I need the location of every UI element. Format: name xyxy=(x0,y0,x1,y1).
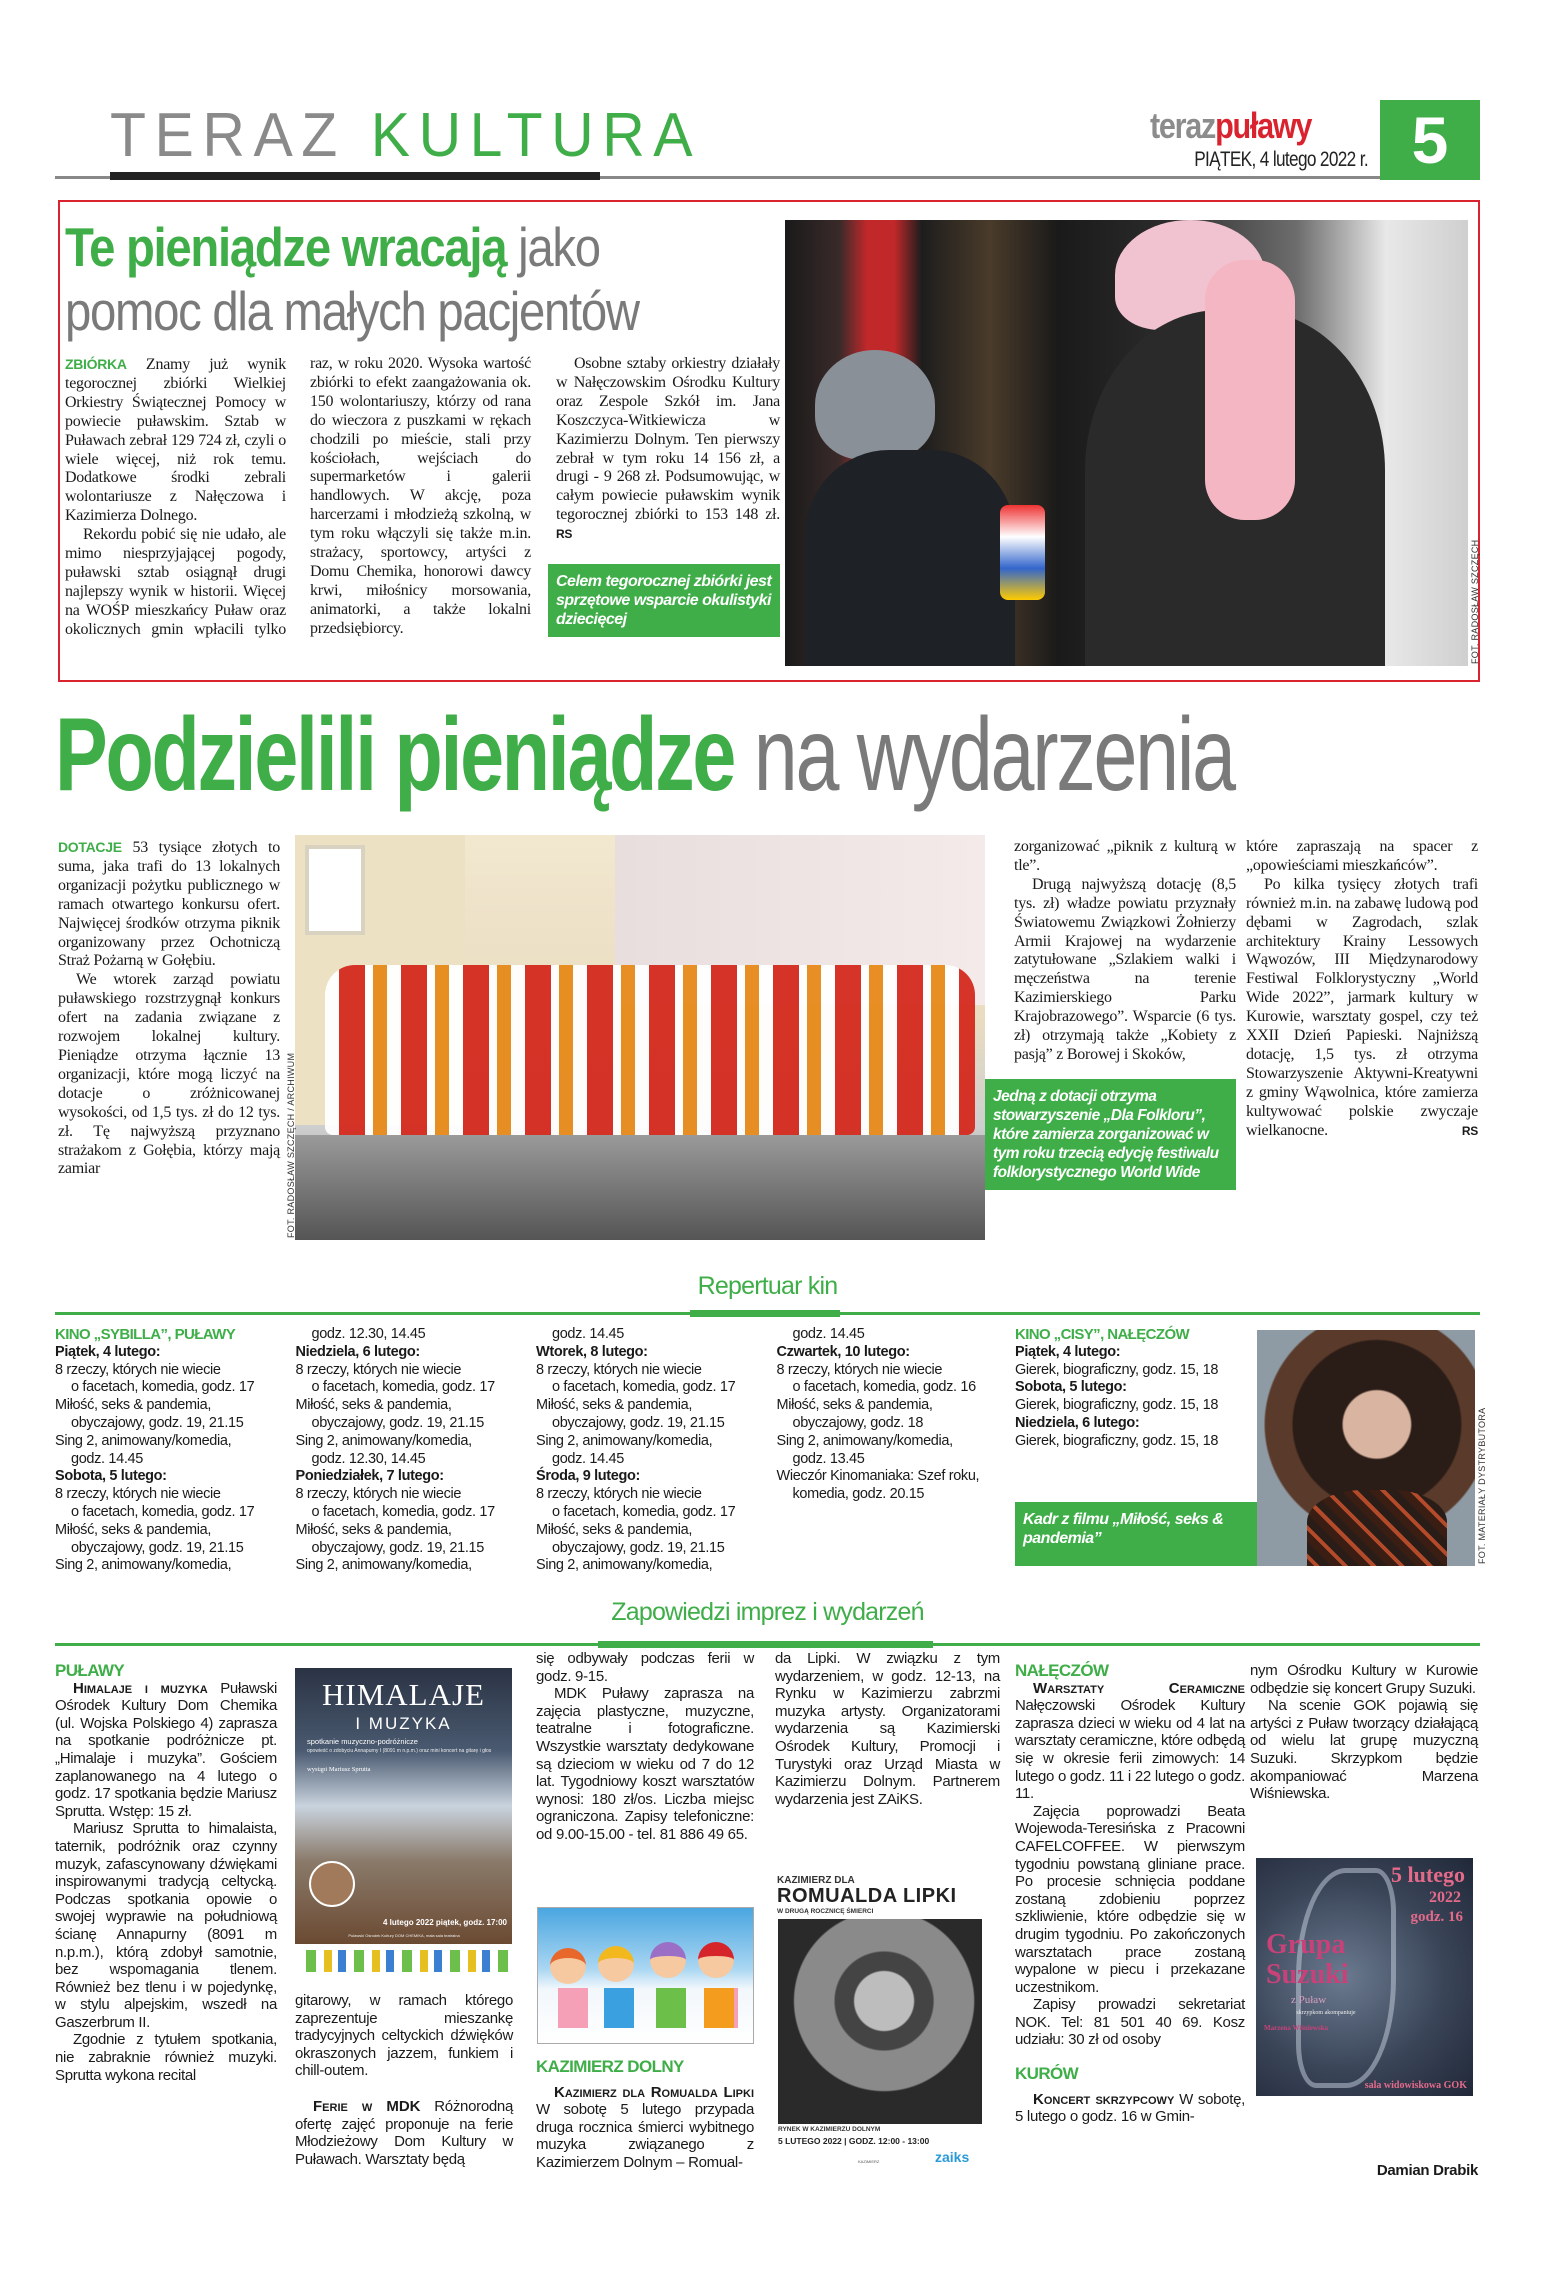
stage-floor xyxy=(295,1135,985,1240)
poster-accompaniment: skrzypkom akompaniuje xyxy=(1296,2010,1356,2016)
collection-box xyxy=(1000,505,1045,600)
paragraph: Zgodnie z tytułem spotkania, nie zabraknie również muzyki. Sprutta wykona recital xyxy=(55,2031,277,2084)
paragraph: Drugą najwyższą dotację (8,5 tys. zł) władze powiatu przyznały Światowemu Związkowi Żołnierzy Armii Krajowej na wydarzenie zatytułowane „Szlakiem walki i męczeństwa na terenie Kazimierskiego Parku Krajobrazowego”. Wsparcie (6 tys. zł) otrzymają także „Kobiety z pasją” z Borowej i Skoków, xyxy=(1014,875,1236,1063)
film-details: o facetach, komedia, godz. 17 xyxy=(71,1503,255,1520)
events-column-1 xyxy=(55,1662,277,2084)
poster-grupa-suzuki xyxy=(1256,1858,1473,2096)
paragraph-text: Po kilka tysięcy złotych trafi również m.in. na zabawę ludową pod dębami w Zagrodach, szlak architektury Krainy Lessowych Wąwozów, III Międzynarodowy Festiwal Folklorystyczny „World Wide 2022”, jarmark kultury w Kurowie, warsztaty gospel, czy też XXII Dzień Papieski. Najniższą dotację, 1,5 tys. zł otrzyma Stowarzyszenie Aktywni-Kreatywni z gminy Wąwolnica, które zamierza kultywować polskie zwyczaje wielkanocne. xyxy=(1246,875,1478,1139)
paragraph: nym Ośrodku Kultury w Kurowie odbędzie się koncert Grupy Suzuki. xyxy=(1250,1662,1478,1697)
film-details: o facetach, komedia, godz. 17 xyxy=(552,1503,736,1520)
poster-line: W DRUGĄ ROCZNICĘ ŚMIERCI xyxy=(777,1908,874,1915)
paragraph xyxy=(58,838,280,971)
film-title: 8 rzeczy, których nie wiecie xyxy=(536,1486,702,1503)
cinema-photo-caption: Kadr z filmu „Miłość, seks & pandemia” xyxy=(1015,1502,1257,1566)
film-title: Miłość, seks & pandemia, xyxy=(536,1397,692,1414)
listing-day: Wtorek, 8 lutego: xyxy=(536,1343,648,1360)
section-accent-bar xyxy=(598,1641,933,1648)
paragraph: się odbywały podczas ferii w godz. 9-15. xyxy=(536,1650,754,1685)
event-title: Koncert skrzypcowy xyxy=(1033,2090,1175,2108)
film-title: Wieczór Kinomaniaka: Szef roku, xyxy=(776,1468,980,1485)
cinema-section-heading: Repertuar kin xyxy=(697,1272,838,1300)
listing-day: Niedziela, 6 lutego: xyxy=(295,1343,420,1360)
film-title: Gierek, biograficzny, godz. 15, 18 xyxy=(1015,1361,1219,1378)
event-title: Warsztaty Ceramiczne xyxy=(1033,1679,1245,1697)
paragraph: gitarowy, w ramach którego zaprezentuje mieszankę tradycyjnych celtyckich dźwięków okraszonych jazzem, funkiem i chill-outem. xyxy=(295,1992,513,2080)
town-heading: NAŁĘCZÓW xyxy=(1015,1661,1109,1680)
performer-portrait xyxy=(309,1861,355,1907)
film-details: godz. 12.30, 14.45 xyxy=(311,1326,426,1342)
listing-day: Sobota, 5 lutego: xyxy=(55,1468,167,1485)
paragraph-text: Różnorodną ofertę zajęć proponuje na ferie Młodzieżowy Dom Kultury w Puławach. Warsztaty będą xyxy=(295,2097,513,2168)
kids-bodies xyxy=(558,1988,738,2028)
paragraph-text: W sobotę 5 lutego przypada druga rocznica śmierci wybitnego muzyka związanego z Kazimierzem Dolnym – Romual- xyxy=(536,2101,754,2171)
town-heading: KAZIMIERZ DOLNY xyxy=(536,2057,684,2076)
poster-description: opowieść o zdobyciu Annapurny I (8091 m n.p.m.) oraz mini koncert na gitarę i głos xyxy=(307,1748,492,1754)
poster-origin: z Puław xyxy=(1291,1994,1327,2006)
poster-title: HIMALAJE xyxy=(322,1677,485,1712)
film-details: obyczajowy, godz. 19, 21.15 xyxy=(71,1539,244,1556)
paragraph xyxy=(55,1680,277,1821)
kicker: DOTACJE xyxy=(58,839,122,855)
film-title: Sing 2, animowany/komedia, xyxy=(776,1432,953,1449)
paragraph: które zapraszają na spacer z „opowieściami mieszkańców”. xyxy=(1246,838,1478,874)
paragraph: Na scenie GOK pojawią się artyści z Puław tworzący działającą od wielu lat grupę muzyczną Suzuki. Skrzypkom będzie akompaniować Marzena Wiśniewska. xyxy=(1250,1697,1478,1803)
article1-body xyxy=(65,355,531,640)
film-details: godz. 12.30, 14.45 xyxy=(311,1450,426,1467)
film-title: Miłość, seks & pandemia, xyxy=(776,1397,933,1414)
poster-place: RYNEK W KAZIMIERZU DOLNYM xyxy=(778,2126,881,2133)
poster-romualda-lipki xyxy=(775,1875,1000,2173)
article1-photo xyxy=(785,220,1468,666)
section-word-2: KULTURA xyxy=(370,101,702,170)
poster-subtitle: I MUZYKA xyxy=(355,1714,452,1733)
dancers-costumes xyxy=(325,965,975,1135)
paragraph: Rekordu pobić się nie udało, ale mimo niesprzyjającej pogody, puławski sztab osiągnął drugi najlepszy wynik w historii. Więcej na WOŚP mieszkańcy Puław oraz okolicznych gmin wpłacili tylko raz, w roku 2020. Wysoka wartość zbiórki to efekt zaangażowania ok. 150 wolontariuszy, którzy od rana do wieczora z puszkami w rękach chodzili po mieście, stali przy kościołach, wejściach do supermarketów i galerii handlowych. W akcję, poza harcerzami i młodzieżą szkolną, w tym roku włączyli się także m.in. strażacy, sportowcy, artyści z Domu Chemika, honorowi dawcy krwi, miłośnicy morsowania, animatorki, a także lokalni przedsiębiorcy. xyxy=(65,355,531,638)
poster-date: 4 lutego 2022 piątek, godz. 17:00 xyxy=(382,1918,507,1927)
paragraph xyxy=(1015,1680,1245,1803)
paragraph: We wtorek zarząd powiatu puławskiego rozstrzygnął konkurs ofert na zadania związane z rozwojem lokalnej kultury. Pieniądze otrzyma łącznie 13 organizacji, które mogą liczyć na dotacje o zróżnicowanej wysokości, od 1,5 tys. zł do 12 tys. zł. Tę najwyższą przyznano strażakom z Gołębia, którzy mają zamiar xyxy=(58,971,280,1178)
page-number: 5 xyxy=(1380,100,1480,180)
paragraph-text: 53 tysiące złotych to suma, jaka trafi do 13 lokalnych organizacji pożytku publicznego w ramach otwartego konkursu ofert. Najwięcej środków otrzyma piknik organizowany przez Ochotniczą Straż Pożarną w Gołębiu. xyxy=(58,839,281,970)
cinema-film-still xyxy=(1257,1330,1475,1566)
photo-credit: FOT. RADOSŁAW SZCZĘCH xyxy=(1470,539,1480,664)
logo-part-1: teraz xyxy=(1150,105,1216,146)
sponsor-logo: zaiks xyxy=(935,2149,970,2165)
film-title: Miłość, seks & pandemia, xyxy=(55,1397,211,1414)
poster-tagline: spotkanie muzyczno-podróżnicze xyxy=(307,1737,418,1746)
cinema-cisy-listing xyxy=(1015,1326,1255,1451)
kicker: ZBIÓRKA xyxy=(65,356,127,372)
events-column-3 xyxy=(536,1650,754,1844)
events-section-heading: Zapowiedzi imprez i wydarzeń xyxy=(611,1598,924,1626)
section-title xyxy=(110,100,701,171)
film-title: Miłość, seks & pandemia, xyxy=(295,1397,452,1414)
headline-rest: jako xyxy=(518,216,600,278)
paragraph xyxy=(536,2084,754,2172)
article2-column-2-text xyxy=(1008,838,1236,1065)
town-heading: KURÓW xyxy=(1015,2064,1079,2084)
issue-date: PIĄTEK, 4 lutego 2022 r. xyxy=(1194,148,1368,171)
poster-time: godz. 16 xyxy=(1410,1909,1463,1925)
paragraph-text: Puławski Ośrodek Kultury Dom Chemika (ul. Wojska Polskiego 4) zaprasza na spotkanie podróżnicze pt. „Himalaje i muzyka”. Gościem zaplanowanego na 4 lutego o godz. 17 spotkania będzie Mariusz Sprutta. Wstęp: 15 zł. xyxy=(55,1679,277,1820)
photo-credit: FOT. RADOSŁAW SZCZĘCH / ARCHIWUM xyxy=(286,1052,296,1238)
fur-collar-shape xyxy=(1205,260,1295,520)
poster-accompanist: Marzena Wiśniewska xyxy=(1264,2024,1329,2032)
film-details: o facetach, komedia, godz. 17 xyxy=(311,1503,495,1520)
logo-part-2: puławy xyxy=(1215,105,1312,146)
poster-line: KAZIMIERZ DLA xyxy=(777,1875,855,1886)
film-details: komedia, godz. 20.15 xyxy=(792,1486,925,1503)
paragraph: da Lipki. W związku z tym wydarzeniem, w godz. 12-13, na Rynku w Kazimierzu zabrzmi muzyka artysty. Organizatorami wydarzenia są Kazimierski Ośrodek Kultury, Promocji i Turystyki oraz Urząd Miasta w Kazimierzu Dolnym. Partnerem wydarzenia jest ZAiKS. xyxy=(775,1650,1000,1808)
events-column-5 xyxy=(1015,1662,1245,2126)
poster-title: Grupa xyxy=(1266,1929,1346,1960)
headline-rest: na wydarzenia xyxy=(753,697,1234,813)
film-details: o facetach, komedia, godz. 17 xyxy=(311,1379,495,1396)
paragraph xyxy=(295,2098,513,2168)
sponsor-logos xyxy=(298,1950,510,1972)
film-details: godz. 13.45 xyxy=(792,1450,865,1467)
paragraph-text: Osobne sztaby orkiestry działały w Nałęczowskim Ośrodku Kultury oraz Zespole Szkół im. Jana Koszczyca-Witkiewicza w Kazimierzu Dolnym. Ten pierwszy zebrał w tym roku 14 156 zł, a drugi - 9 268 zł. Podsumowując, w całym powiecie puławskim wynik tegorocznej zbiórki to 153 148 zł. xyxy=(556,355,780,524)
article2-headline xyxy=(55,697,1234,813)
film-details: godz. 14.45 xyxy=(552,1326,624,1342)
town-logo: KAZIMIERZ xyxy=(858,2159,880,2164)
film-title: Sing 2, animowany/komedia, xyxy=(55,1557,232,1574)
poster-date: 5 LUTEGO 2022 | GODZ. 12:00 - 13:00 xyxy=(778,2136,930,2146)
film-title: Miłość, seks & pandemia, xyxy=(536,1521,692,1538)
events-column-2 xyxy=(295,1992,513,2168)
events-column-6-text xyxy=(1250,1662,1478,1803)
film-title: 8 rzeczy, których nie wiecie xyxy=(295,1361,462,1378)
film-title: Miłość, seks & pandemia, xyxy=(55,1521,211,1538)
paragraph: Zajęcia poprowadzi Beata Wojewoda-Teresińska z Pracowni CAFELCOFFEE. W pierwszym tygodniu powstaną gliniane prace. Po procesie schnięcia poddane zostaną zdobieniu poprzez szkliwienie, które odbędzie się w drugim tygodniu. Po zakończonych warsztatach prace zostaną wypalone w piecu i przekazane uczestnikom. xyxy=(1015,1802,1245,1996)
film-details: obyczajowy, godz. 19, 21.15 xyxy=(552,1539,725,1556)
event-title: Kazimierz dla Romualda Lipki xyxy=(554,2083,754,2101)
headline-bold: Podzielili pieniądze xyxy=(55,697,735,813)
article2-column-1 xyxy=(58,838,280,1179)
section-word-1: TERAZ xyxy=(110,101,346,170)
article2-photo xyxy=(295,835,985,1240)
paragraph: Mariusz Sprutta to himalaista, taternik, podróżnik oraz czynny muzyk, zafascynowany dźwiękami inspirowanymi tradycją celtycką. Podczas spotkania opowie o swojej wyprawie na południową ścianę Annapurny (8091 m n.p.m.), którą zdobył samotnie, bez wspomagania tlenem. Również bez tlenu i w pojedynkę, w stylu alpejskim, wszedł na Gaszerbrum II. xyxy=(55,1820,277,2031)
author-signature: RS xyxy=(1461,1123,1478,1138)
child-hat-shape xyxy=(815,350,935,460)
paragraph xyxy=(1246,876,1478,1141)
film-title: Sing 2, animowany/komedia, xyxy=(536,1432,713,1449)
article2-column-3 xyxy=(1246,838,1478,1141)
paragraph: MDK Puławy zaprasza na zajęcia plastyczne, muzyczne, teatralne i fotograficzne. Wszystkie warsztaty dedykowane są dzieciom w wieku od 7 do 12 lat. Tygodniowy koszt warsztatów wynosi: 180 zł/os. Liczba miejsc ograniczona. Zapisy telefoniczne: od 9.00-15.00 - tel. 81 886 49 65. xyxy=(536,1685,754,1843)
events-column-3-bottom xyxy=(536,2058,754,2172)
film-title: 8 rzeczy, których nie wiecie xyxy=(55,1361,221,1378)
paragraph-text: Znamy już wynik tegorocznej zbiórki Wielkiej Orkiestry Świątecznej Pomocy w powiecie puławskim. Sztab w Puławach zebrał 129 724 zł, czyli o wiele więcej, niż rok temu. Dodatkowe środki zebrali wolontariusze z Nałęczowa i Kazimierza Dolnego. xyxy=(65,356,286,525)
kid-2 xyxy=(598,1946,634,1982)
film-title: Sing 2, animowany/komedia, xyxy=(55,1432,232,1449)
film-title: 8 rzeczy, których nie wiecie xyxy=(295,1486,462,1503)
paragraph: Zapisy prowadzi sekretariat NOK. Tel: 81 501 40 69. Kosz udziału: 30 zł od osoby xyxy=(1015,1996,1245,2049)
events-column-4 xyxy=(775,1650,1000,1808)
poster-himalaje xyxy=(295,1668,512,1944)
author-byline: Damian Drabik xyxy=(1376,2162,1478,2179)
article1-headline xyxy=(65,215,639,343)
kid-1 xyxy=(550,1948,586,1984)
poster-venue: sala widowiskowa GOK xyxy=(1364,2080,1467,2091)
poster-venue: Puławski Ośrodek Kultury DOM CHEMIKA, mała sala teatralna xyxy=(348,1933,460,1938)
film-details: godz. 14.45 xyxy=(71,1450,143,1467)
patterned-dress xyxy=(1307,1490,1447,1566)
film-title: Gierek, biograficzny, godz. 15, 18 xyxy=(1015,1432,1219,1449)
film-details: obyczajowy, godz. 19, 21.15 xyxy=(71,1414,244,1431)
paragraph xyxy=(1015,2091,1245,2126)
listing-day: Środa, 9 lutego: xyxy=(536,1468,640,1485)
header-accent-bar xyxy=(110,172,600,180)
film-details: obyczajowy, godz. 18 xyxy=(792,1414,924,1431)
film-details: godz. 14.45 xyxy=(552,1450,624,1467)
poster-title: ROMUALDA LIPKI xyxy=(777,1885,957,1907)
event-title: Ferie w MDK xyxy=(313,2097,421,2115)
window xyxy=(305,845,365,935)
listing-day: Poniedziałek, 7 lutego: xyxy=(295,1468,444,1485)
event-title: Himalaje i muzyka xyxy=(73,1679,208,1697)
film-details: o facetach, komedia, godz. 16 xyxy=(792,1379,976,1396)
film-title: 8 rzeczy, których nie wiecie xyxy=(55,1486,221,1503)
listing-day: Piątek, 4 lutego: xyxy=(1015,1343,1121,1360)
town-heading: PUŁAWY xyxy=(55,1661,125,1680)
film-title: 8 rzeczy, których nie wiecie xyxy=(536,1361,702,1378)
article1-column-3 xyxy=(548,355,780,637)
listing-day: Niedziela, 6 lutego: xyxy=(1015,1414,1140,1431)
child-jacket-shape xyxy=(805,450,1015,666)
film-title: Sing 2, animowany/komedia, xyxy=(295,1557,472,1574)
kid-3 xyxy=(650,1942,686,1978)
film-details: obyczajowy, godz. 19, 21.15 xyxy=(552,1414,725,1431)
paragraph xyxy=(556,355,780,544)
film-title: 8 rzeczy, których nie wiecie xyxy=(776,1361,943,1378)
winter-kids-illustration xyxy=(537,1907,754,2044)
photo-credit: FOT. MATERIAŁY DYSTRYBUTORA xyxy=(1477,1407,1487,1564)
paragraph-text: W sobotę, 5 lutego o godz. 16 w Gmin- xyxy=(1015,2090,1245,2126)
headline-bold: Te pieniądze wracają xyxy=(65,216,507,278)
film-title: Gierek, biograficzny, godz. 15, 18 xyxy=(1015,1397,1219,1414)
article1-body-col3 xyxy=(548,355,780,544)
film-title: Sing 2, animowany/komedia, xyxy=(536,1557,713,1574)
paragraph: zorganizować „piknik z kulturą w tle”. xyxy=(1014,838,1236,874)
cinema-name: KINO „CISY”, NAŁĘCZÓW xyxy=(1015,1326,1190,1343)
film-details: godz. 14.45 xyxy=(792,1326,865,1342)
film-title: Sing 2, animowany/komedia, xyxy=(295,1432,472,1449)
kid-4 xyxy=(698,1942,734,1978)
poster-performer: wystąpi Mariusz Sprutta xyxy=(307,1766,371,1773)
poster-title: Suzuki xyxy=(1266,1959,1349,1990)
headline-line2: pomoc dla małych pacjentów xyxy=(65,280,639,342)
article1-photo-caption: Celem tegorocznej zbiórki jest sprzętowe wsparcie okulistyki dziecięcej xyxy=(548,564,780,637)
author-signature: RS xyxy=(556,527,573,542)
listing-day: Czwartek, 10 lutego: xyxy=(776,1343,910,1360)
film-title: Miłość, seks & pandemia, xyxy=(295,1521,452,1538)
cinema-name: KINO „SYBILLA”, PUŁAWY xyxy=(55,1326,236,1343)
section-accent-bar xyxy=(690,1310,840,1317)
film-details: o facetach, komedia, godz. 17 xyxy=(71,1379,255,1396)
events-column-6 xyxy=(1250,1662,1478,1803)
poster-year: 2022 xyxy=(1429,1889,1461,1906)
cinema-sybilla-listing xyxy=(55,1326,1007,1578)
film-details: obyczajowy, godz. 19, 21.15 xyxy=(311,1414,484,1431)
film-details: o facetach, komedia, godz. 17 xyxy=(552,1379,736,1396)
newspaper-logo xyxy=(1150,105,1311,147)
article2-photo-caption: Jedną z dotacji otrzyma stowarzyszenie „Dla Folkloru”, które zamierza zorganizować w tym roku trzecią edycję festiwalu folklorystycznego World Wide xyxy=(985,1079,1236,1190)
listing-day: Sobota, 5 lutego: xyxy=(1015,1379,1127,1396)
article2-column-2 xyxy=(993,838,1236,1190)
paragraph xyxy=(65,355,286,526)
paragraph-text: Nałęczowski Ośrodek Kultury zaprasza dzieci w wieku od 4 lat na warsztaty ceramiczne, które odbędą się w okresie ferii zimowych: 14 lutego o godz. 11 i 22 lutego o godz. 11. xyxy=(1015,1697,1245,1803)
film-details: obyczajowy, godz. 19, 21.15 xyxy=(311,1539,484,1556)
poster-date: 5 lutego xyxy=(1391,1862,1465,1887)
listing-day: Piątek, 4 lutego: xyxy=(55,1343,161,1360)
portrait-photo xyxy=(778,1919,982,2124)
